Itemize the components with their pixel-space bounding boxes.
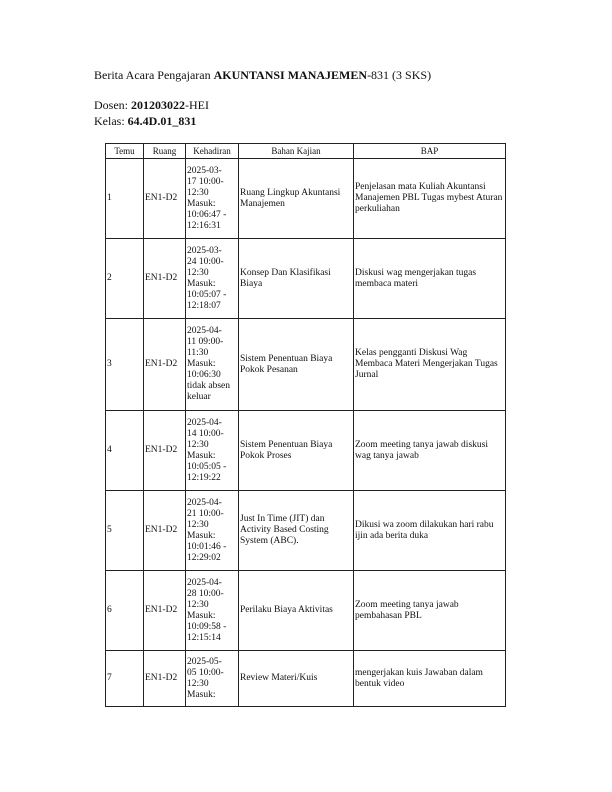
kehadiran-line: 2025-04- [187, 326, 222, 336]
column-header-temu: Temu [106, 144, 144, 159]
cell-temu: 2 [106, 239, 144, 319]
kehadiran-line: Masuk: [187, 198, 216, 209]
cell-bap: Zoom meeting tanya jawab diskusi wag tanya jawab [354, 411, 506, 491]
kehadiran-line: 2025-03- [187, 165, 222, 176]
table-row [106, 319, 506, 411]
cell-kehadiran [186, 491, 239, 571]
kehadiran-line: 14 10:00- [187, 428, 224, 439]
kehadiran-line: 10:05:07 - [187, 289, 227, 300]
class-value: 64.4D.01_831 [127, 114, 197, 128]
cell-ruang: EN1-D2 [144, 411, 186, 491]
cell-bahan-kajian: Just In Time (JIT) dan Activity Based Costing System (ABC). [239, 491, 354, 571]
class-label: Kelas: [94, 114, 128, 128]
kehadiran-line: 12:15:14 [187, 632, 221, 643]
cell-bap: Diskusi wag mengerjakan tugas membaca materi [354, 239, 506, 319]
column-header-bahan-kajian: Bahan Kajian [239, 144, 354, 159]
cell-kehadiran [186, 651, 239, 707]
kehadiran-line: 10:06:47 - [187, 209, 227, 220]
kehadiran-line: 12:19:22 [187, 472, 221, 483]
kehadiran-line: Masuk: [187, 530, 216, 541]
kehadiran-line: 12:30 [187, 599, 209, 610]
table-row [106, 651, 506, 707]
kehadiran-line: 2025-04- [187, 497, 222, 508]
kehadiran-line: 17 10:00- [187, 176, 224, 187]
cell-bap: Dikusi wa zoom dilakukan hari rabu ijin ada berita duka [354, 491, 506, 571]
cell-ruang: EN1-D2 [144, 159, 186, 239]
kehadiran-line: Masuk: [187, 450, 216, 461]
cell-bap: Kelas pengganti Diskusi Wag Membaca Materi Mengerjakan Tugas Jurnal [354, 319, 506, 411]
cell-kehadiran [186, 571, 239, 651]
kehadiran-line: 12:30 [187, 439, 209, 450]
lecturer-id: 201203022 [131, 98, 185, 112]
cell-kehadiran [186, 319, 239, 411]
kehadiran-line: 28 10:00- [187, 588, 224, 599]
teaching-record-table [105, 143, 506, 707]
cell-bahan-kajian: Ruang Lingkup Akuntansi Manajemen [239, 159, 354, 239]
table-row [106, 491, 506, 571]
kehadiran-line: 10:06:30 [187, 370, 221, 380]
kehadiran-line: keluar [187, 392, 211, 402]
cell-temu: 7 [106, 651, 144, 707]
kehadiran-line: tidak absen [187, 381, 231, 391]
table-row [106, 159, 506, 239]
cell-bap: mengerjakan kuis Jawaban dalam bentuk video [354, 651, 506, 707]
lecturer-suffix: -HEI [185, 98, 209, 112]
cell-ruang: EN1-D2 [144, 651, 186, 707]
cell-temu: 6 [106, 571, 144, 651]
cell-ruang: EN1-D2 [144, 571, 186, 651]
cell-ruang: EN1-D2 [144, 239, 186, 319]
kehadiran-line: 12:30 [187, 187, 209, 198]
kehadiran-line: 2025-05- [187, 656, 222, 667]
column-header-bap: BAP [354, 144, 506, 159]
kehadiran-line: 2025-04- [187, 417, 222, 428]
cell-bahan-kajian: Sistem Penentuan Biaya Pokok Pesanan [239, 319, 354, 411]
kehadiran-line: 10:05:05 - [187, 461, 227, 472]
course-name: AKUNTANSI MANAJEMEN [213, 68, 368, 82]
cell-kehadiran [186, 159, 239, 239]
cell-bap: Penjelasan mata Kuliah Akuntansi Manajemen PBL Tugas mybest Aturan perkuliahan [354, 159, 506, 239]
cell-ruang: EN1-D2 [144, 491, 186, 571]
cell-bahan-kajian: Perilaku Biaya Aktivitas [239, 571, 354, 651]
kehadiran-line: 24 10:00- [187, 256, 224, 267]
title-prefix: Berita Acara Pengajaran [94, 68, 214, 82]
cell-bap: Zoom meeting tanya jawab pembahasan PBL [354, 571, 506, 651]
kehadiran-line: 12:16:31 [187, 220, 221, 231]
cell-bahan-kajian: Konsep Dan Klasifikasi Biaya [239, 239, 354, 319]
page-title [94, 68, 431, 83]
table-row [106, 411, 506, 491]
table-row [106, 239, 506, 319]
kehadiran-line: 2025-04- [187, 577, 222, 588]
lecturer-line [94, 98, 209, 113]
cell-ruang: EN1-D2 [144, 319, 186, 411]
kehadiran-line: Masuk: [187, 610, 216, 621]
table-header-row [106, 144, 506, 159]
kehadiran-line: 12:30 [187, 519, 209, 530]
kehadiran-line: Masuk: [187, 359, 216, 369]
kehadiran-line: 11:30 [187, 348, 209, 358]
kehadiran-line: 11 09:00- [187, 337, 224, 347]
kehadiran-line: 12:30 [187, 267, 209, 278]
lecturer-label: Dosen: [94, 98, 131, 112]
kehadiran-line: 05 10:00- [187, 667, 224, 678]
kehadiran-line: 12:29:02 [187, 552, 221, 563]
kehadiran-line: 10:09:58 - [187, 621, 227, 632]
kehadiran-line: 2025-03- [187, 245, 222, 256]
cell-bahan-kajian: Review Materi/Kuis [239, 651, 354, 707]
kehadiran-line: Masuk: [187, 689, 216, 700]
column-header-ruang: Ruang [144, 144, 186, 159]
cell-temu: 1 [106, 159, 144, 239]
cell-bahan-kajian: Sistem Penentuan Biaya Pokok Proses [239, 411, 354, 491]
cell-temu: 5 [106, 491, 144, 571]
cell-kehadiran [186, 411, 239, 491]
kehadiran-line: 12:30 [187, 678, 209, 689]
cell-temu: 4 [106, 411, 144, 491]
kehadiran-line: 21 10:00- [187, 508, 224, 519]
table-row [106, 571, 506, 651]
column-header-kehadiran: Kehadiran [186, 144, 239, 159]
class-line [94, 114, 196, 129]
course-suffix: -831 (3 SKS) [367, 68, 432, 82]
kehadiran-line: 12:18:07 [187, 300, 221, 311]
kehadiran-line: 10:01:46 - [187, 541, 227, 552]
kehadiran-line: Masuk: [187, 278, 216, 289]
cell-temu: 3 [106, 319, 144, 411]
cell-kehadiran [186, 239, 239, 319]
